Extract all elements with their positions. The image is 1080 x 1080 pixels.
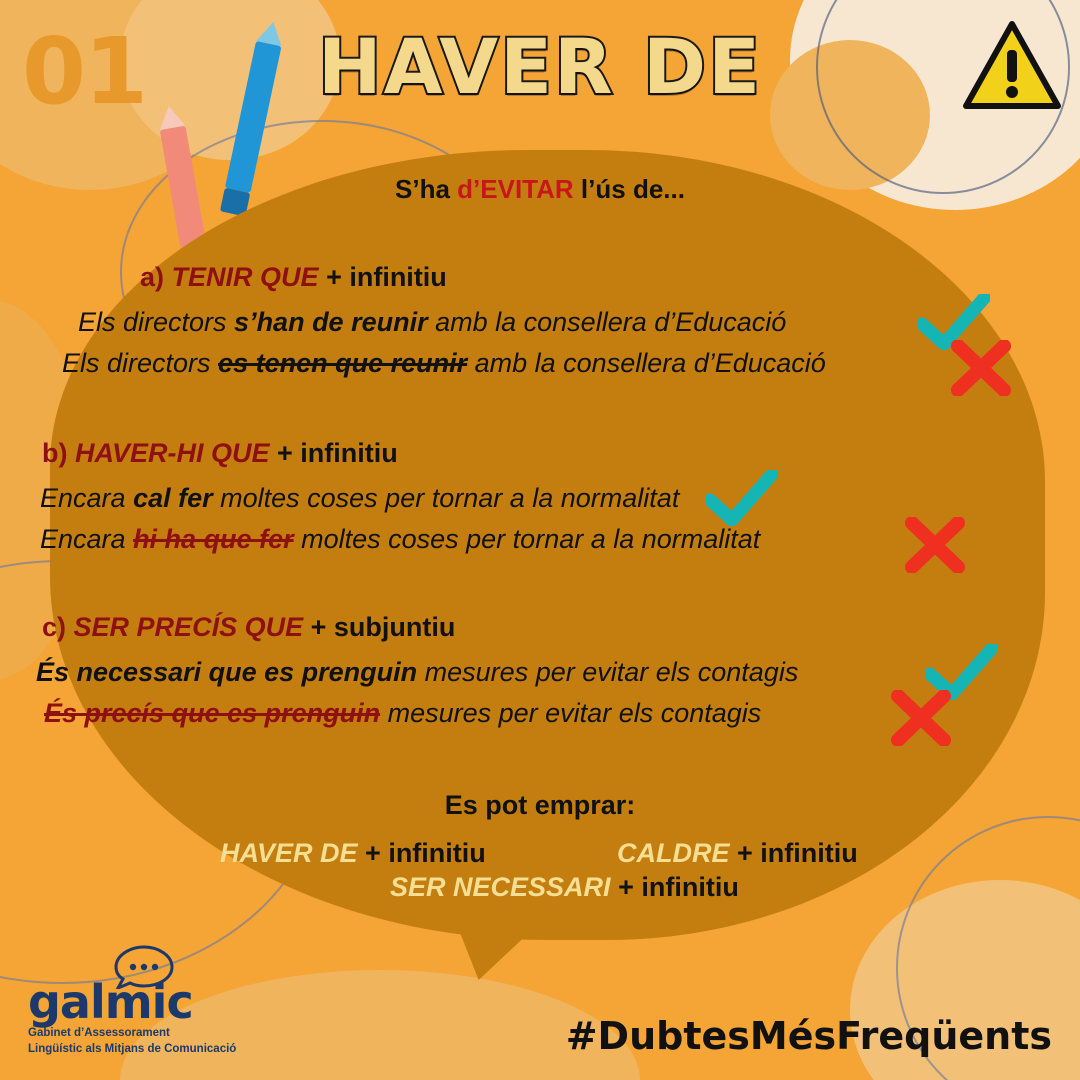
section-a-letter: a) <box>140 262 165 292</box>
slide-number: 01 <box>22 18 147 125</box>
example-mark-struck: És precís que es prenguin <box>44 698 381 728</box>
usable-form-3 <box>390 872 739 903</box>
logo-subtitle-1: Gabinet d’Assessorament <box>28 1027 170 1040</box>
galmic-logo[interactable] <box>28 975 258 1056</box>
logo-word-2: ic <box>151 975 193 1030</box>
usable-form-2-suffix: + infinitiu <box>737 838 858 868</box>
example-mark: cal fer <box>133 483 213 513</box>
section-c-correct-example <box>0 657 1080 688</box>
speech-bubble-dots-icon <box>114 945 174 989</box>
section-a-form: TENIR QUE <box>171 262 319 292</box>
avoid-heading-emphasis: d’EVITAR <box>457 174 574 204</box>
section-a-incorrect-example <box>0 348 1080 379</box>
usable-form-1-suffix: + infinitiu <box>365 838 486 868</box>
usable-form-2 <box>617 838 858 869</box>
example-mark-struck: hi ha que fer <box>133 524 294 554</box>
page-title: HAVER DE <box>318 22 762 111</box>
avoid-heading <box>0 174 1080 205</box>
section-b-suffix: + infinitiu <box>277 438 398 468</box>
section-c-form: SER PRECÍS QUE <box>73 612 304 642</box>
usable-form-1 <box>220 838 486 869</box>
example-mark-struck: es tenen que reunir <box>218 348 468 378</box>
example-post: moltes coses per tornar a la normalitat <box>293 524 761 554</box>
section-a-heading <box>0 262 1080 293</box>
example-pre: Els directors <box>62 348 219 378</box>
cross-mark-icon <box>890 690 952 746</box>
example-post: moltes coses per tornar a la normalitat <box>212 483 680 513</box>
usable-form-3-name: SER NECESSARI <box>390 872 611 902</box>
avoid-heading-after: l’ús de... <box>573 174 685 204</box>
section-b-heading <box>0 438 1080 469</box>
section-b-correct-example <box>0 483 1080 514</box>
avoid-heading-before: S’ha <box>395 174 458 204</box>
example-pre: Els directors <box>78 307 235 337</box>
usable-form-2-name: CALDRE <box>617 838 730 868</box>
hashtag: #DubtesMésFreqüents <box>565 1014 1052 1058</box>
example-mark: s’han de reunir <box>234 307 428 337</box>
usable-form-1-name: HAVER DE <box>220 838 358 868</box>
section-b-form: HAVER-HI QUE <box>75 438 270 468</box>
example-mark: És necessari que es prenguin <box>36 657 418 687</box>
example-post: mesures per evitar els contagis <box>380 698 762 728</box>
example-post: amb la consellera d’Educació <box>427 307 787 337</box>
check-mark-icon <box>706 470 778 526</box>
example-pre: Encara <box>40 483 134 513</box>
section-c-letter: c) <box>42 612 67 642</box>
section-c-heading <box>0 612 1080 643</box>
usable-form-3-suffix: + infinitiu <box>618 872 739 902</box>
section-a-suffix: + infinitiu <box>326 262 447 292</box>
cross-mark-icon <box>904 517 966 573</box>
usable-forms-heading: Es pot emprar: <box>444 790 636 820</box>
example-pre: Encara <box>40 524 134 554</box>
section-b-letter: b) <box>42 438 68 468</box>
section-c-suffix: + subjuntiu <box>310 612 456 642</box>
example-post: mesures per evitar els contagis <box>417 657 799 687</box>
logo-word-1: galm <box>28 975 152 1030</box>
example-post: amb la consellera d’Educació <box>467 348 826 378</box>
cross-mark-icon <box>950 340 1012 396</box>
logo-subtitle-2: Lingüístic als Mitjans de Comunicació <box>28 1042 237 1055</box>
